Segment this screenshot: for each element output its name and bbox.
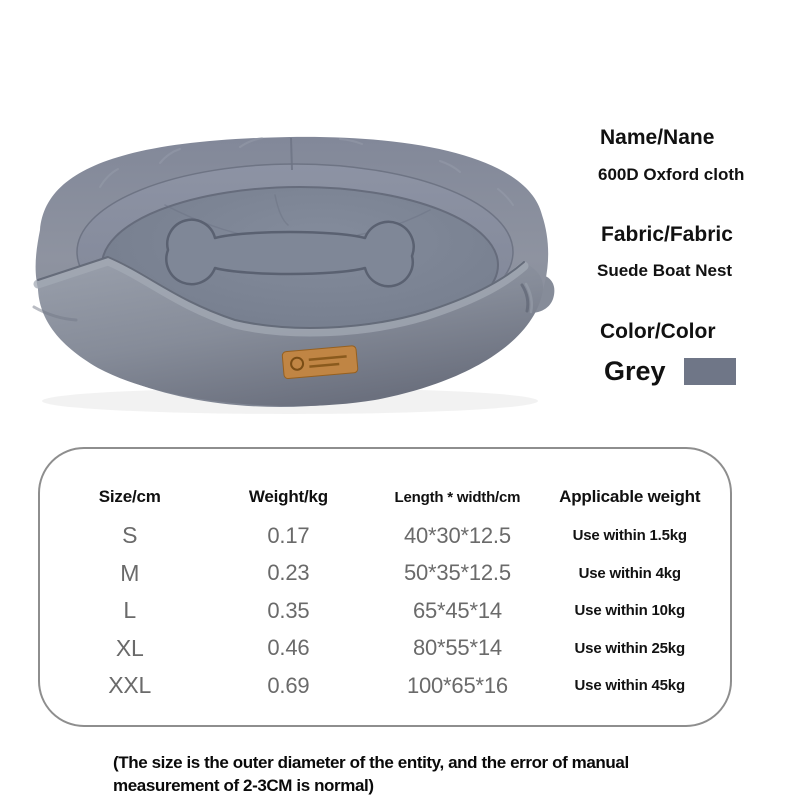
table-header-row <box>40 477 730 517</box>
color-value-row <box>604 356 736 387</box>
weight-cell: 0.46 <box>267 635 310 661</box>
footer-note <box>113 751 629 797</box>
dimensions-cell: 50*35*12.5 <box>403 560 511 586</box>
grey-color-swatch <box>684 358 736 385</box>
column-header-dimensions: Length * width/cm <box>394 488 521 506</box>
column-header-size: Size/cm <box>98 487 161 506</box>
column-header-applicable: Applicable weight <box>559 487 701 506</box>
size-cell: M <box>120 559 140 586</box>
applicable-cell: Use within 45kg <box>574 677 685 695</box>
dimensions-cell: 40*30*12.5 <box>403 522 511 548</box>
size-chart <box>38 447 732 727</box>
weight-cell: 0.35 <box>267 597 310 623</box>
table-row <box>40 517 730 555</box>
weight-cell: 0.69 <box>267 672 310 698</box>
footer-note-line: (The size is the outer diameter of the entity, and the error of manual <box>113 753 629 772</box>
weight-cell: 0.23 <box>267 560 310 586</box>
brand-label-tag <box>282 346 358 379</box>
size-cell: L <box>123 597 136 624</box>
size-cell: XL <box>115 634 144 661</box>
rim-seam <box>291 138 292 170</box>
applicable-cell: Use within 25kg <box>574 639 685 657</box>
table-row <box>40 667 730 705</box>
pet-bed-photo <box>10 125 570 420</box>
applicable-cell: Use within 1.5kg <box>572 527 687 545</box>
applicable-cell: Use within 4kg <box>578 564 681 582</box>
name-label: Name/Nane <box>600 126 715 149</box>
dimensions-cell: 80*55*14 <box>412 635 502 661</box>
size-cell: S <box>122 522 138 549</box>
fabric-label: Fabric/Fabric <box>601 223 733 246</box>
table-row <box>40 630 730 668</box>
column-header-weight: Weight/kg <box>248 487 328 506</box>
applicable-cell: Use within 10kg <box>574 602 685 620</box>
size-cell: XXL <box>108 672 152 699</box>
weight-cell: 0.17 <box>267 522 310 548</box>
color-label: Color/Color <box>600 320 716 343</box>
footer-note-line: measurement of 2-3CM is normal) <box>113 776 374 795</box>
color-value: Grey <box>604 356 666 386</box>
table-row <box>40 555 730 593</box>
name-value: 600D Oxford cloth <box>598 165 745 184</box>
dimensions-cell: 100*65*16 <box>406 672 508 698</box>
fabric-value: Suede Boat Nest <box>597 261 733 280</box>
dimensions-cell: 65*45*14 <box>412 597 502 623</box>
table-row <box>40 592 730 630</box>
